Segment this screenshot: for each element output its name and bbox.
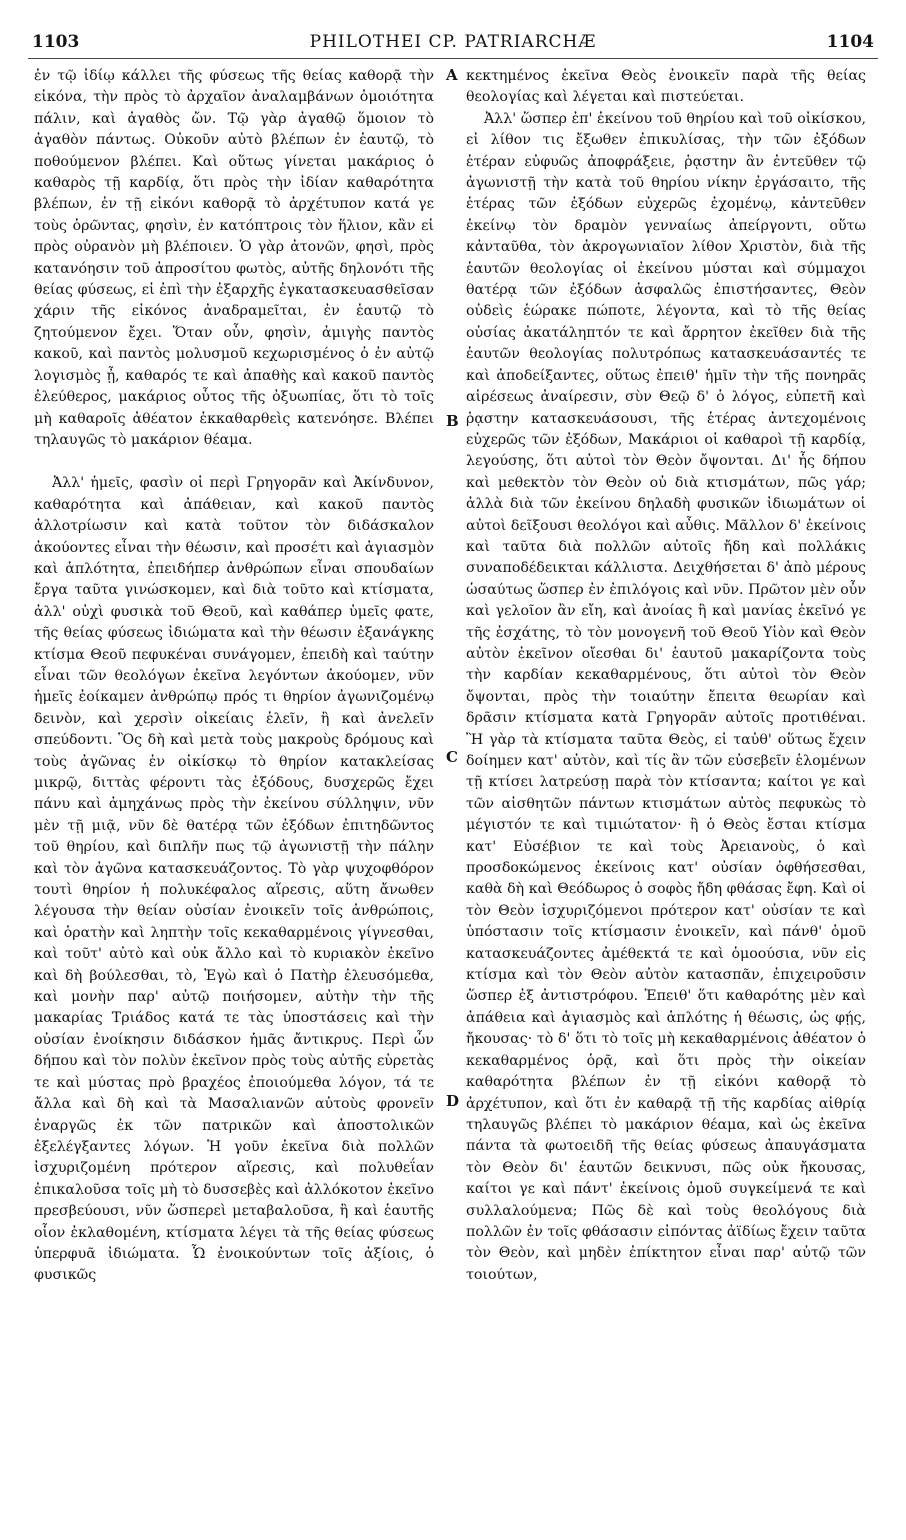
section-marker-b: B: [446, 412, 459, 430]
right-paragraph-2: Ἀλλ' ὥσπερ ἐπ' ἐκείνου τοῦ θηρίου καὶ τοῦ οἰκίσκου, εἰ λίθον τις ἔξωθεν ἐπικυλίσας, τὴν τῶν ἐξόδων ἑτέραν εὐφυῶς ἀποφράξειε, ῥᾳστην ἂν ἐντεῦθεν τῷ ἀγωνιστῇ τὴν κατὰ τοῦ θηρίου νίκην ἐργάσαιτο, τῆς ἑτέρας τῶν ἐξόδων εὐχερῶς ἐχομένῳ, κἀντεῦθεν ἐκείνῳ τὸν δραμὸν γενναίως ἀπείργοντι, οὕτω κἀνταῦθα, τὸν ἀκρογωνιαῖον λίθον Χριστὸν, διὰ τῆς ἑαυτῶν θεολογίας οἱ ἐκείνου μύσται καὶ σύμμαχοι θατέρᾳ τῶν ἐξόδων ἀσφαλῶς ἐπιστήσαντες, Θεὸν οὐδεὶς ἑώρακε πώποτε, λέγοντα, καὶ τὸ τῆς θείας οὐσίας ἀκατάληπτόν τε καὶ ἄρρητον ἐκεῖθεν διὰ τῆς ἑαυτῶν θεολογίας πολυτρόπως κατασκευάσαντές τε καὶ ἀποδείξαντες, οὕτως ἐπειθ' ἡμῖν τὴν τῆς πονηρᾶς αἱρέσεως ἀναίρεσιν, σὺν Θεῷ δ' ὁ λόγος, εὐπετῆ καὶ ῥᾳστην κατασκευάσουσι, τῆς ἑτέρας ἀντεχομένοις εὐχερῶς τῶν ἐξόδων, Μακάριοι οἱ καθαροὶ τῇ καρδίᾳ, λεγούσης, ὅτι αὐτοὶ τὸν Θεὸν ὄψονται. Δι' ἧς δήπου καὶ μεθεκτὸν τὸν Θεὸν οὐ διὰ κτισμάτων, πῶς γάρ; ἀλλὰ διὰ τῶν ἐκείνου δηλαδὴ φυσικῶν ἰδιωμάτων οἱ αὐτοὶ δεῖξουσι θεολόγοι καὶ αὖθις. Μᾶλλον δ' ἐκείνοις καὶ ταῦτα διὰ πολλῶν αὐτοῖς ἤδη καὶ πολλάκις συναποδέδεικται κάλλιστα. Δειχθήσεται δ' ἀπὸ μέρους ὡσαύτως ὥσπερ ἐν ἐπιλόγοις καὶ νῦν. Πρῶτον μὲν οὖν καὶ γελοῖον ἂν εἴη, καὶ ἀνοίας ἢ καὶ μανίας ἐκεῖνό γε τῆς ἐσχάτης, τὸ τὸν μονογενῆ τοῦ Θεοῦ Υἱὸν καὶ Θεὸν αὐτὸν ἐκεῖνον οἴεσθαι δι' ἑαυτοῦ μακαρίζοντα τοὺς τὴν καρδίαν κεκαθαρμένους, ὅτι αὐτοὶ τὸν Θεὸν ὄψονται, πρὸς τὴν τοιαύτην ἔπειτα θεωρίαν καὶ δρᾶσιν κτίσματα κατὰ Γρηγορᾶν αὐτοῖς προτιθέναι. Ἢ γὰρ τὰ κτίσματα ταῦτα Θεὸς, εἰ ταὐθ' οὕτως ἔχειν δοίημεν κατ' αὐτὸν, καὶ τίς ἂν τῶν εὐσεβεῖν ἑλομένων τῇ κτίσει λατρεύσῃ παρὰ τὸν κτίσαντα; καίτοι γε καὶ τῶν αἰσθητῶν πάντων κτισμάτων αὐτὸς πεφυκὼς τὸ μέγιστόν τε καὶ τιμιώτατον· ἢ ὁ Θεὸς ἔσται κτίσμα κατ' Εὐσέβιον τε καὶ τοὺς Ἀρειανοὺς, ὁ καὶ προσδοκώμενος ἐκείνοις κατ' οὐσίαν ὀφθήσεσθαι, καθὰ δὴ καὶ Θεόδωρος ὁ σοφὸς ἤδη φθάσας ἔφη. Καὶ οἱ τὸν Θεὸν ἰσχυριζόμενοι πρότερον κατ' οὐσίαν τε καὶ ὑπόστασιν τοῖς κτίσμασιν ἐνοικεῖν, καὶ πάνθ' ὁμοῦ κατασκευάζοντες ἀμέθεκτά τε καὶ ὁμοούσια, νῦν εἰς κτίσμα καὶ τὸν Θεὸν αὐτὸν κατασπᾶν, ἐπιχειροῦσιν ὥσπερ ἐξ ἀντιστρόφου. Ἐπειθ' ὅτι καθαρότης μὲν καὶ ἀπάθεια καὶ ἁγιασμὸς καὶ ἁπλότης ἡ θέωσις, ὡς φῄς, ἤκουσας· τὸ δ' ὅτι τὸ τοῖς μὴ κεκαθαρμένοις ἀθέατον ὁ κεκαθαρμένος ὁρᾷ, καὶ ὅτι πρὸς τὴν οἰκείαν καθαρότητα βλέπων ἐν τῇ εἰκόνι καθορᾷ τὸ ἀρχέτυπον, καὶ ὅτι ἐν καθαρᾷ τῇ τῆς καρδίας αἰθρίᾳ τηλαυγῶς βλέπει τὸ μακάριον θέαμα, καὶ ὡς ἐκεῖνα πάντα τὰ φωτοειδῆ τῆς θείας φύσεως ἀπαυγάσματα τὸν Θεὸν δι' ἑαυτῶν δεικνυσι, πῶς οὐκ ἤκουσας, καίτοι γε καὶ πάντ' ἐκείνοις ὁμοῦ συγκείμενά τε καὶ συλλαλούμενα; Πῶς δὲ καὶ τοὺς θεολόγους διὰ πολλῶν ἐν τοῖς φθάσασιν εἰπόντας ἀϊδίως ἔχειν ταῦτα τὸν Θεὸν, καὶ μηδὲν ἐπίκτητον εἶναι παρ' αὐτῷ τῶν τοιούτων,: [466, 110, 866, 1283]
section-marker-d: D: [446, 1092, 460, 1110]
section-marker-a: A: [446, 66, 458, 84]
left-column: [34, 66, 434, 1456]
right-column: [466, 66, 866, 1456]
running-title: PHILOTHEI CP. PATRIARCHÆ: [309, 32, 597, 52]
page-header: [28, 32, 878, 59]
left-paragraph-1: ἐν τῷ ἰδίῳ κάλλει τῆς φύσεως τῆς θείας καθορᾷ τὴν εἰκόνα, τὴν πρὸς τὸ ἀρχαῖον ἀναλαμβάνων ὁμοιότητα πάλιν, καὶ ἀγαθὸς ὤν. Τῷ γὰρ ἀγαθῷ ὅμοιον τὸ ἀγαθὸν πάντως. Οὐκοῦν αὐτὸ βλέπων ἐν ἑαυτῷ, τὸ ποθούμενον βλέπει. Καὶ οὕτως γίνεται μακάριος ὁ καθαρὸς τῇ καρδίᾳ, ὅτι πρὸς τὴν ἰδίαν καθαρότητα βλέπων, ἐν τῇ εἰκόνι καθορᾷ τὸ ἀρχέτυπον κατά γε τοὺς ὁρῶντας, φησὶν, ἐν κατόπτροις τὸν ἥλιον, κἂν εἰ πρὸς οὐρανὸν μὴ βλέποιεν. Ὁ γὰρ ἀτονῶν, φησὶ, πρὸς κατανόησιν τοῦ ἀπροσίτου φωτὸς, αὐτῆς δηλονότι τῆς θείας φύσεως, εἰ ἐπὶ τὴν ἐξαρχῆς ἐγκατασκευασθεῖσαν χάριν τῆς εἰκόνος ἀναδραμεῖται, ἐν ἑαυτῷ τὸ ζητούμενον ἔχει. Ὅταν οὖν, φησὶν, ἀμιγὴς παντὸς κακοῦ, καὶ παντὸς μολυσμοῦ κεχωρισμένος ὁ ἐν αὐτῷ λογισμὸς ᾖ, καθαρός τε καὶ ἀπαθὴς καὶ κακοῦ παντὸς ἐλεύθερος, μακάριος οὗτος τῆς ὀξυωπίας, ὅτι τὸ τοῖς μὴ καθαροῖς ἀθέατον ἐκκαθαρθεὶς κατενόησε. Βλέπει τηλαυγῶς τὸ μακάριον θέαμα.: [34, 68, 434, 448]
left-paragraph-2: Ἀλλ' ἡμεῖς, φασὶν οἱ περὶ Γρηγορᾶν καὶ Ἀκίνδυνον, καθαρότητα καὶ ἀπάθειαν, καὶ κακοῦ παντὸς ἀλλοτρίωσιν καὶ κατὰ τοῦτον τὸν διδάσκαλον ἀκούοντες εἶναι τὴν θέωσιν, καὶ προσέτι καὶ ἁγιασμὸν καὶ ἁπλότητα, ἐπειδήπερ ἀνθρώπων εἶναι σπουδαίων ἔργα ταῦτα γινώσκομεν, καὶ διὰ τοῦτο καὶ κτίσματα, ἀλλ' οὐχὶ φυσικὰ τοῦ Θεοῦ, καὶ καθάπερ ὑμεῖς φατε, τῆς θείας φύσεως ἰδιώματα καὶ τὴν θέωσιν ἐξανάγκης κτίσμα Θεοῦ πεφυκέναι συνάγομεν, ἐπειδὴ καὶ ταύτην εἶναι τῶν θεολόγων ἐκεῖνα λεγόντων ἀκούομεν, νῦν ἡμεῖς ἐοίκαμεν ἀνθρώπῳ πρός τι θηρίον ἀγωνιζομένῳ δεινὸν, καὶ χερσὶν οἰκείαις ἑλεῖν, ἢ καὶ ἀνελεῖν σπεύδοντι. Ὃς δὴ καὶ μετὰ τοὺς μακροὺς δρόμους καὶ τοὺς ἀγῶνας ἐν οἰκίσκῳ τὸ θηρίον κατακλείσας μικρῷ, διττὰς φέροντι τὰς ἐξόδους, δυσχερῶς ἔχει πάνυ καὶ ἀμηχάνως πρὸς τὴν ἐκείνου σύλληψιν, νῦν μὲν τῇ μιᾷ, νῦν δὲ θατέρᾳ τῶν ἐξόδων ἐπιτηδῶντος τοῦ θηρίου, καὶ διπλῆν πως τῷ ἀγωνιστῇ τὴν πάλην καὶ τὸν ἀγῶνα κατασκευάζοντος. Τὸ γὰρ ψυχοφθόρον τουτὶ θηρίον ἡ πολυκέφαλος αἵρεσις, αὕτη ἄνωθεν λέγουσα τὴν θείαν οὐσίαν ἐνοικεῖν τοῖς ἀνθρώποις, καὶ ὁρατὴν καὶ ληπτὴν τοῖς κεκαθαρμένοις γίγνεσθαι, καὶ τοῦτ' αὐτὸ καὶ οὐκ ἄλλο καὶ τὸ κυριακὸν ἐκεῖνο καὶ δὴ βούλεσθαι, τὸ, Ἐγὼ καὶ ὁ Πατὴρ ἐλευσόμεθα, καὶ μονὴν παρ' αὐτῷ ποιήσομεν, αὐτὴν τὴν τῆς μακαρίας Τριάδος κατά τε τὰς ὑποστάσεις καὶ τὴν οὐσίαν ἐνοίκησιν διδάσκον ἡμᾶς ἄντικρυς. Περὶ ὧν δήπου καὶ τὸν πολὺν ἐκεῖνον πρὸς τοὺς αὐτῆς εὑρετὰς τε καὶ μύστας πρὸ βραχέος ἐποιούμεθα λόγον, τά τε ἄλλα καὶ δὴ καὶ τὰ Μασαλιανῶν αὐτοὺς φρονεῖν ἐναργῶς ἐκ τῶν πατρικῶν καὶ ἀποστολικῶν ἐξελέγξαντες λόγων. Ἡ γοῦν ἐκεῖνα διὰ πολλῶν ἰσχυριζομένη πρότερον αἵρεσις, καὶ πολυθεΐαν ἐπικαλοῦσα τοῖς μὴ τὸ δυσσεβὲς καὶ ἀλλόκοτον ἐκεῖνο πρεσβεύουσι, νῦν ὥσπερεὶ μεταβαλοῦσα, ἢ καὶ ἑαυτῆς οἷον ἐκλαθομένη, κτίσματα λέγει τὰ τῆς θείας φύσεως ὑπερφυᾶ ἰδιώματα. Ὧ ἐνοικούντων τοῖς ἀξίοις, ὁ φυσικῶς: [34, 475, 434, 1284]
left-page-number: 1103: [32, 32, 80, 52]
right-paragraph-1: κεκτημένος ἐκεῖνα Θεὸς ἐνοικεῖν παρὰ τῆς θείας θεολογίας καὶ λέγεται καὶ πιστεύεται.: [466, 68, 866, 106]
right-page-number: 1104: [826, 32, 874, 52]
section-marker-c: C: [446, 748, 458, 766]
